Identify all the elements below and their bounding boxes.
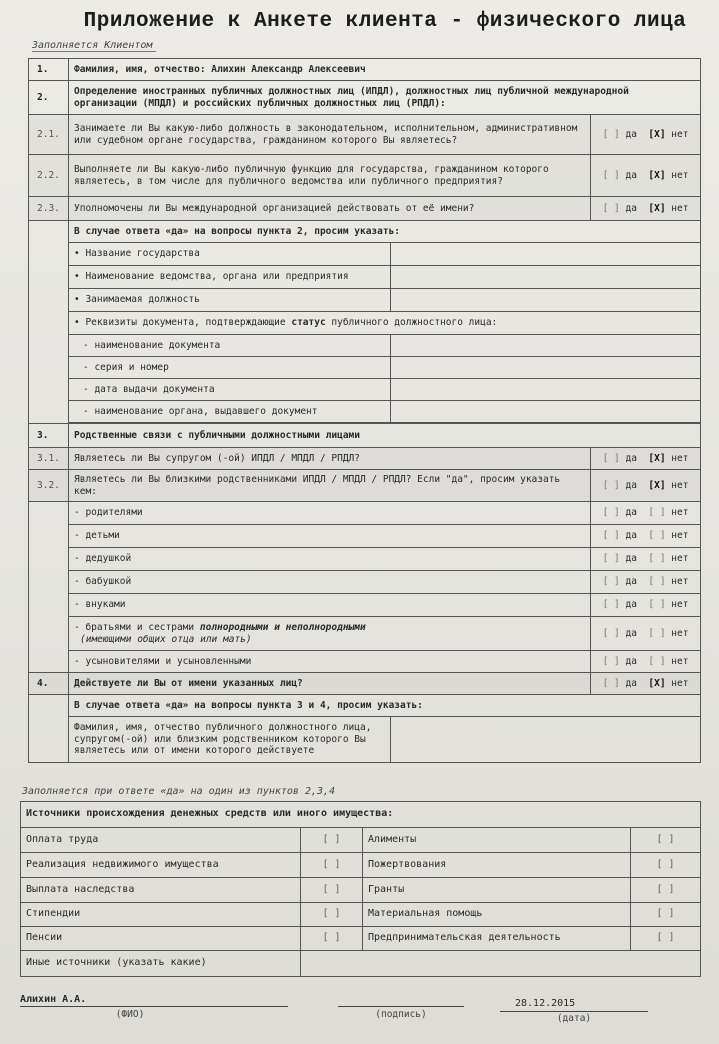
doc-item-field[interactable] — [391, 335, 701, 357]
detail-value-field[interactable] — [391, 289, 701, 312]
row-question-2-2 — [29, 155, 701, 197]
sign-date: 28.12.2015 — [515, 998, 576, 1009]
detail-label: • Название государства — [69, 243, 391, 266]
doc-item-field[interactable] — [391, 401, 701, 423]
section-heading: Родственные связи с публичными должностными лицами — [69, 424, 701, 448]
section-number: 1. — [29, 59, 69, 81]
subtitle: Заполняется Клиентом — [32, 40, 153, 51]
row-question-2-1 — [29, 115, 701, 155]
relative-label: - родителями — [69, 502, 591, 525]
section-number: 2. — [29, 81, 69, 115]
yes-no-choice[interactable]: [ ] да [ ] нет — [591, 525, 701, 548]
doc-item-field[interactable] — [391, 357, 701, 379]
details-header: В случае ответа «да» на вопросы пункта 2, просим указать: — [69, 221, 701, 243]
signature-caption: (подпись) — [375, 1009, 427, 1020]
source-label: Стипендии — [21, 903, 301, 927]
question-text: Являетесь ли Вы близкими родственниками ИПДЛ / МПДЛ / РПДЛ? Если "да", просим указать кем: — [69, 470, 591, 502]
relative-label: - дедушкой — [69, 548, 591, 571]
section-number: 3. — [29, 424, 69, 448]
source-label: Пожертвования — [363, 853, 631, 878]
doc-item-label: - дата выдачи документа — [69, 379, 391, 401]
row-details-header-2 — [29, 221, 701, 243]
source-checkbox[interactable]: [ ] — [301, 927, 363, 951]
doc-item-label: - серия и номер — [69, 357, 391, 379]
source-label: Гранты — [363, 878, 631, 903]
relative-label: - детьми — [69, 525, 591, 548]
other-sources-field[interactable] — [301, 951, 701, 977]
row-section-3 — [29, 424, 701, 448]
doc-item-field[interactable] — [391, 379, 701, 401]
doc-item-label: - наименование органа, выдавшего документ — [69, 401, 391, 423]
yes-no-choice[interactable]: [ ] да [ ] нет — [591, 502, 701, 525]
details-header: В случае ответа «да» на вопросы пункта 3 и 4, просим указать: — [69, 695, 701, 717]
page-title: Приложение к Анкете клиента - физического лица — [83, 10, 687, 33]
source-label: Реализация недвижимого имущества — [21, 853, 301, 878]
doc-item-label: - наименование документа — [69, 335, 391, 357]
sources-table — [20, 801, 701, 977]
row-section-2 — [29, 81, 701, 115]
source-checkbox[interactable]: [ ] — [301, 853, 363, 878]
section-number: 4. — [29, 673, 69, 695]
question-text: Являетесь ли Вы супругом (-ой) ИПДЛ / МПДЛ / РПДЛ? — [69, 448, 591, 470]
source-checkbox[interactable]: [ ] — [631, 878, 701, 903]
detail-label: • Наименование ведомства, органа или предприятия — [69, 266, 391, 289]
relative-label: - бабушкой — [69, 571, 591, 594]
source-label: Пенсии — [21, 927, 301, 951]
detail-value-field[interactable] — [391, 266, 701, 289]
question-text: Выполняете ли Вы какую-либо публичную функцию для государства, гражданином которого являетесь, в том числе для публичного ведомства или публичного предприятия? — [69, 155, 591, 197]
source-checkbox[interactable]: [ ] — [631, 903, 701, 927]
row-fio — [29, 59, 701, 81]
question-number: 2.1. — [29, 115, 69, 155]
fio-field[interactable]: Фамилия, имя, отчество: Алихин Александр Алексеевич — [69, 59, 701, 81]
yes-no-choice[interactable]: [ ] да [X] нет — [591, 470, 701, 502]
date-caption: (дата) — [556, 1013, 592, 1024]
question-number: 3.2. — [29, 470, 69, 502]
source-checkbox[interactable]: [ ] — [631, 853, 701, 878]
question-number: 3.1. — [29, 448, 69, 470]
yes-no-choice[interactable]: [ ] да [ ] нет — [591, 548, 701, 571]
question-number: 2.2. — [29, 155, 69, 197]
relative-label: - усыновителями и усыновленными — [69, 651, 591, 673]
signer-name: Алихин А.А. — [20, 994, 87, 1005]
signature-line[interactable] — [338, 1006, 464, 1007]
yes-no-choice[interactable]: [ ] да [X] нет — [591, 448, 701, 470]
yes-no-choice[interactable]: [ ] да [X] нет — [591, 155, 701, 197]
yes-no-choice[interactable]: [ ] да [X] нет — [591, 673, 701, 695]
source-checkbox[interactable]: [ ] — [301, 903, 363, 927]
source-checkbox[interactable]: [ ] — [631, 828, 701, 853]
row-question-3-1 — [29, 448, 701, 470]
public-official-fio-label: Фамилия, имя, отчество публичного должностного лица, супругом(-ой) или близким родственником которого Вы являетесь или от имени которого действуете — [69, 717, 391, 763]
source-label: Алименты — [363, 828, 631, 853]
row-question-3-2 — [29, 470, 701, 502]
relative-label-siblings: - братьями и сестрами полнородными и неполнородными (имеющими общих отца или мать) — [69, 617, 591, 651]
name-caption: (ФИО) — [115, 1009, 145, 1020]
section-heading: Действуете ли Вы от имени указанных лиц? — [69, 673, 591, 695]
date-line[interactable] — [500, 1011, 648, 1012]
source-checkbox[interactable]: [ ] — [301, 878, 363, 903]
yes-no-choice[interactable]: [ ] да [X] нет — [591, 197, 701, 221]
question-text: Уполномочены ли Вы международной организацией действовать от её имени? — [69, 197, 591, 221]
row-question-2-3 — [29, 197, 701, 221]
yes-no-choice[interactable]: [ ] да [ ] нет — [591, 651, 701, 673]
yes-no-choice[interactable]: [ ] да [X] нет — [591, 115, 701, 155]
name-line[interactable] — [20, 1006, 288, 1007]
detail-value-field[interactable] — [391, 243, 701, 266]
source-label: Предпринимательская деятельность — [363, 927, 631, 951]
document-details-label: • Реквизиты документа, подтверждающие статус публичного должностного лица: — [69, 312, 701, 335]
yes-no-choice[interactable]: [ ] да [ ] нет — [591, 571, 701, 594]
question-number: 2.3. — [29, 197, 69, 221]
source-checkbox[interactable]: [ ] — [301, 828, 363, 853]
yes-no-choice[interactable]: [ ] да [ ] нет — [591, 594, 701, 617]
fill-note: Заполняется при ответе «да» на один из пунктов 2,3,4 — [22, 786, 336, 797]
public-official-fio-field[interactable] — [391, 717, 701, 763]
yes-no-choice[interactable]: [ ] да [ ] нет — [591, 617, 701, 651]
questionnaire-table — [28, 58, 701, 763]
source-checkbox[interactable]: [ ] — [631, 927, 701, 951]
sources-header: Источники происхождения денежных средств или иного имущества: — [21, 802, 701, 828]
detail-label: • Занимаемая должность — [69, 289, 391, 312]
row-section-4 — [29, 673, 701, 695]
source-label: Оплата труда — [21, 828, 301, 853]
section-heading: Определение иностранных публичных должностных лиц (ИПДЛ), должностных лиц публичной международной организации (МПДЛ) и российских публичных должностных лиц (РПДЛ): — [69, 81, 701, 115]
source-label: Выплата наследства — [21, 878, 301, 903]
source-label: Материальная помощь — [363, 903, 631, 927]
relative-label: - внуками — [69, 594, 591, 617]
question-text: Занимаете ли Вы какую-либо должность в законодательном, исполнительном, административном или судебном органе государства, гражданином которого Вы являетесь? — [69, 115, 591, 155]
other-sources-label: Иные источники (указать какие) — [21, 951, 301, 977]
